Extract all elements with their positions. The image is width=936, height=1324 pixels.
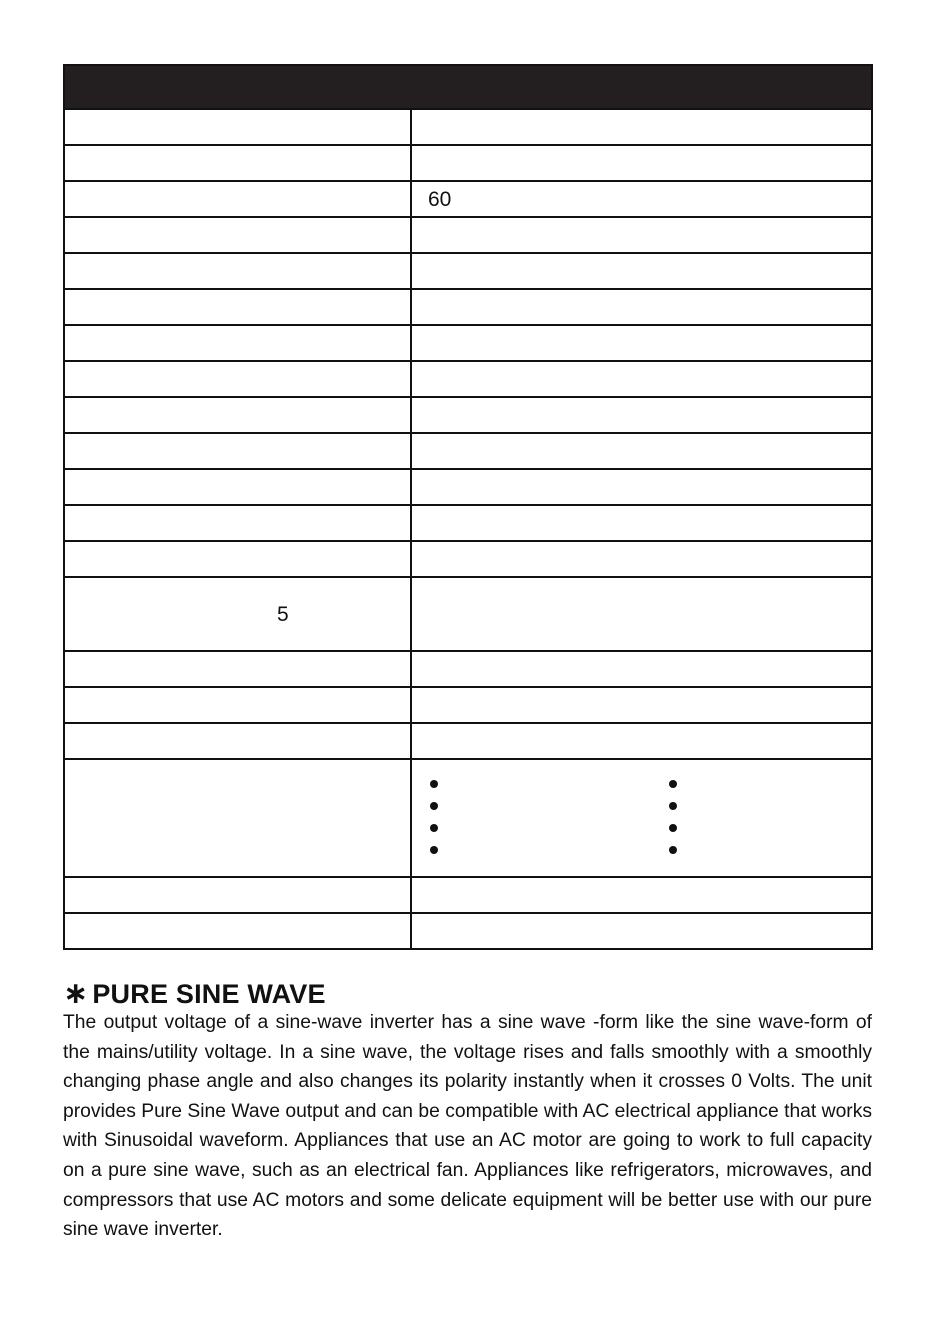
table-row: [65, 504, 871, 540]
table-cell-value: [412, 878, 871, 912]
table-cell-label: [65, 362, 412, 396]
table-cell-label: [65, 542, 412, 576]
table-row: [65, 722, 871, 758]
table-row: [65, 324, 871, 360]
table-cell-label: [65, 326, 412, 360]
bullet-list-cell: [412, 760, 871, 876]
table-cell-value: [412, 578, 871, 650]
table-cell-value: [412, 470, 871, 504]
table-row: [65, 144, 871, 180]
table-cell-value: [412, 398, 871, 432]
table-cell-label: [65, 760, 412, 876]
table-cell-label: [65, 254, 412, 288]
bullet-dot-icon: [669, 846, 677, 854]
bullet-dot-icon: [669, 780, 677, 788]
row-value-5: 5: [277, 603, 289, 626]
table-cell-value: [412, 652, 871, 686]
table-header-bar: [65, 66, 871, 108]
table-cell-value: [412, 290, 871, 324]
section-body-text: The output voltage of a sine-wave inverter has a sine wave -form like the sine wave-form of the mains/utility voltage. In a sine wave, the voltage rises and falls smoothly with a smoothly changing phase angle and also changes its polarity instantly when it crosses 0 Volts. The unit provides Pure Sine Wave output and can be compatible with AC electrical appliance that works with Sinusoidal waveform. Appliances that use an AC motor are going to work to full capacity on a pure sine wave, such as an electrical fan. Appliances like refrigerators, microwaves, and compressors that use AC motors and some delicate equipment will be better use with our pure sine wave inverter.: [63, 1012, 872, 1241]
table-cell-value: [412, 146, 871, 180]
table-cell-label: [65, 434, 412, 468]
table-cell-label: [65, 652, 412, 686]
table-cell-value: [412, 110, 871, 144]
table-row: [65, 432, 871, 468]
bullet-dot-icon: [430, 780, 438, 788]
table-cell-value: [412, 688, 871, 722]
table-row: [65, 396, 871, 432]
table-row: [65, 686, 871, 722]
bullet-dot-icon: [430, 846, 438, 854]
table-row: [65, 650, 871, 686]
table-cell-value: [412, 362, 871, 396]
table-cell-label: [65, 578, 412, 650]
table-row: [65, 468, 871, 504]
table-cell-label: [65, 146, 412, 180]
table-cell-value: [412, 914, 871, 948]
bullet-dot-icon: [669, 802, 677, 810]
table-cell-label: [65, 290, 412, 324]
table-row: [65, 180, 871, 216]
table-row: [65, 540, 871, 576]
table-cell-label: [65, 688, 412, 722]
table-cell-label: [65, 470, 412, 504]
table-cell-value: [412, 506, 871, 540]
table-cell-label: [65, 724, 412, 758]
table-cell-label: [65, 878, 412, 912]
table-cell-value: [412, 326, 871, 360]
bullet-dot-icon: [430, 824, 438, 832]
section-heading: [63, 976, 326, 1011]
section-title: PURE SINE WAVE: [92, 979, 326, 1009]
asterisk-icon: ∗: [63, 977, 89, 1010]
table-row: [65, 288, 871, 324]
table-row: [65, 576, 871, 650]
table-cell-label: [65, 182, 412, 216]
bullet-dot-icon: [430, 802, 438, 810]
table-row: [65, 758, 871, 876]
bullet-dot-icon: [669, 824, 677, 832]
table-cell-value: [412, 542, 871, 576]
table-row: [65, 912, 871, 948]
table-row: [65, 216, 871, 252]
table-cell-label: [65, 110, 412, 144]
table-cell-label: [65, 398, 412, 432]
spec-table: [63, 64, 873, 950]
table-cell-label: [65, 914, 412, 948]
table-row: [65, 360, 871, 396]
table-row: [65, 108, 871, 144]
table-cell-label: [65, 506, 412, 540]
table-cell-value: [412, 218, 871, 252]
table-cell-value: [412, 182, 871, 216]
frequency-value: 60: [428, 188, 452, 211]
table-cell-value: [412, 724, 871, 758]
table-row: [65, 876, 871, 912]
table-cell-value: [412, 254, 871, 288]
table-cell-label: [65, 218, 412, 252]
table-row: [65, 252, 871, 288]
table-cell-value: [412, 434, 871, 468]
